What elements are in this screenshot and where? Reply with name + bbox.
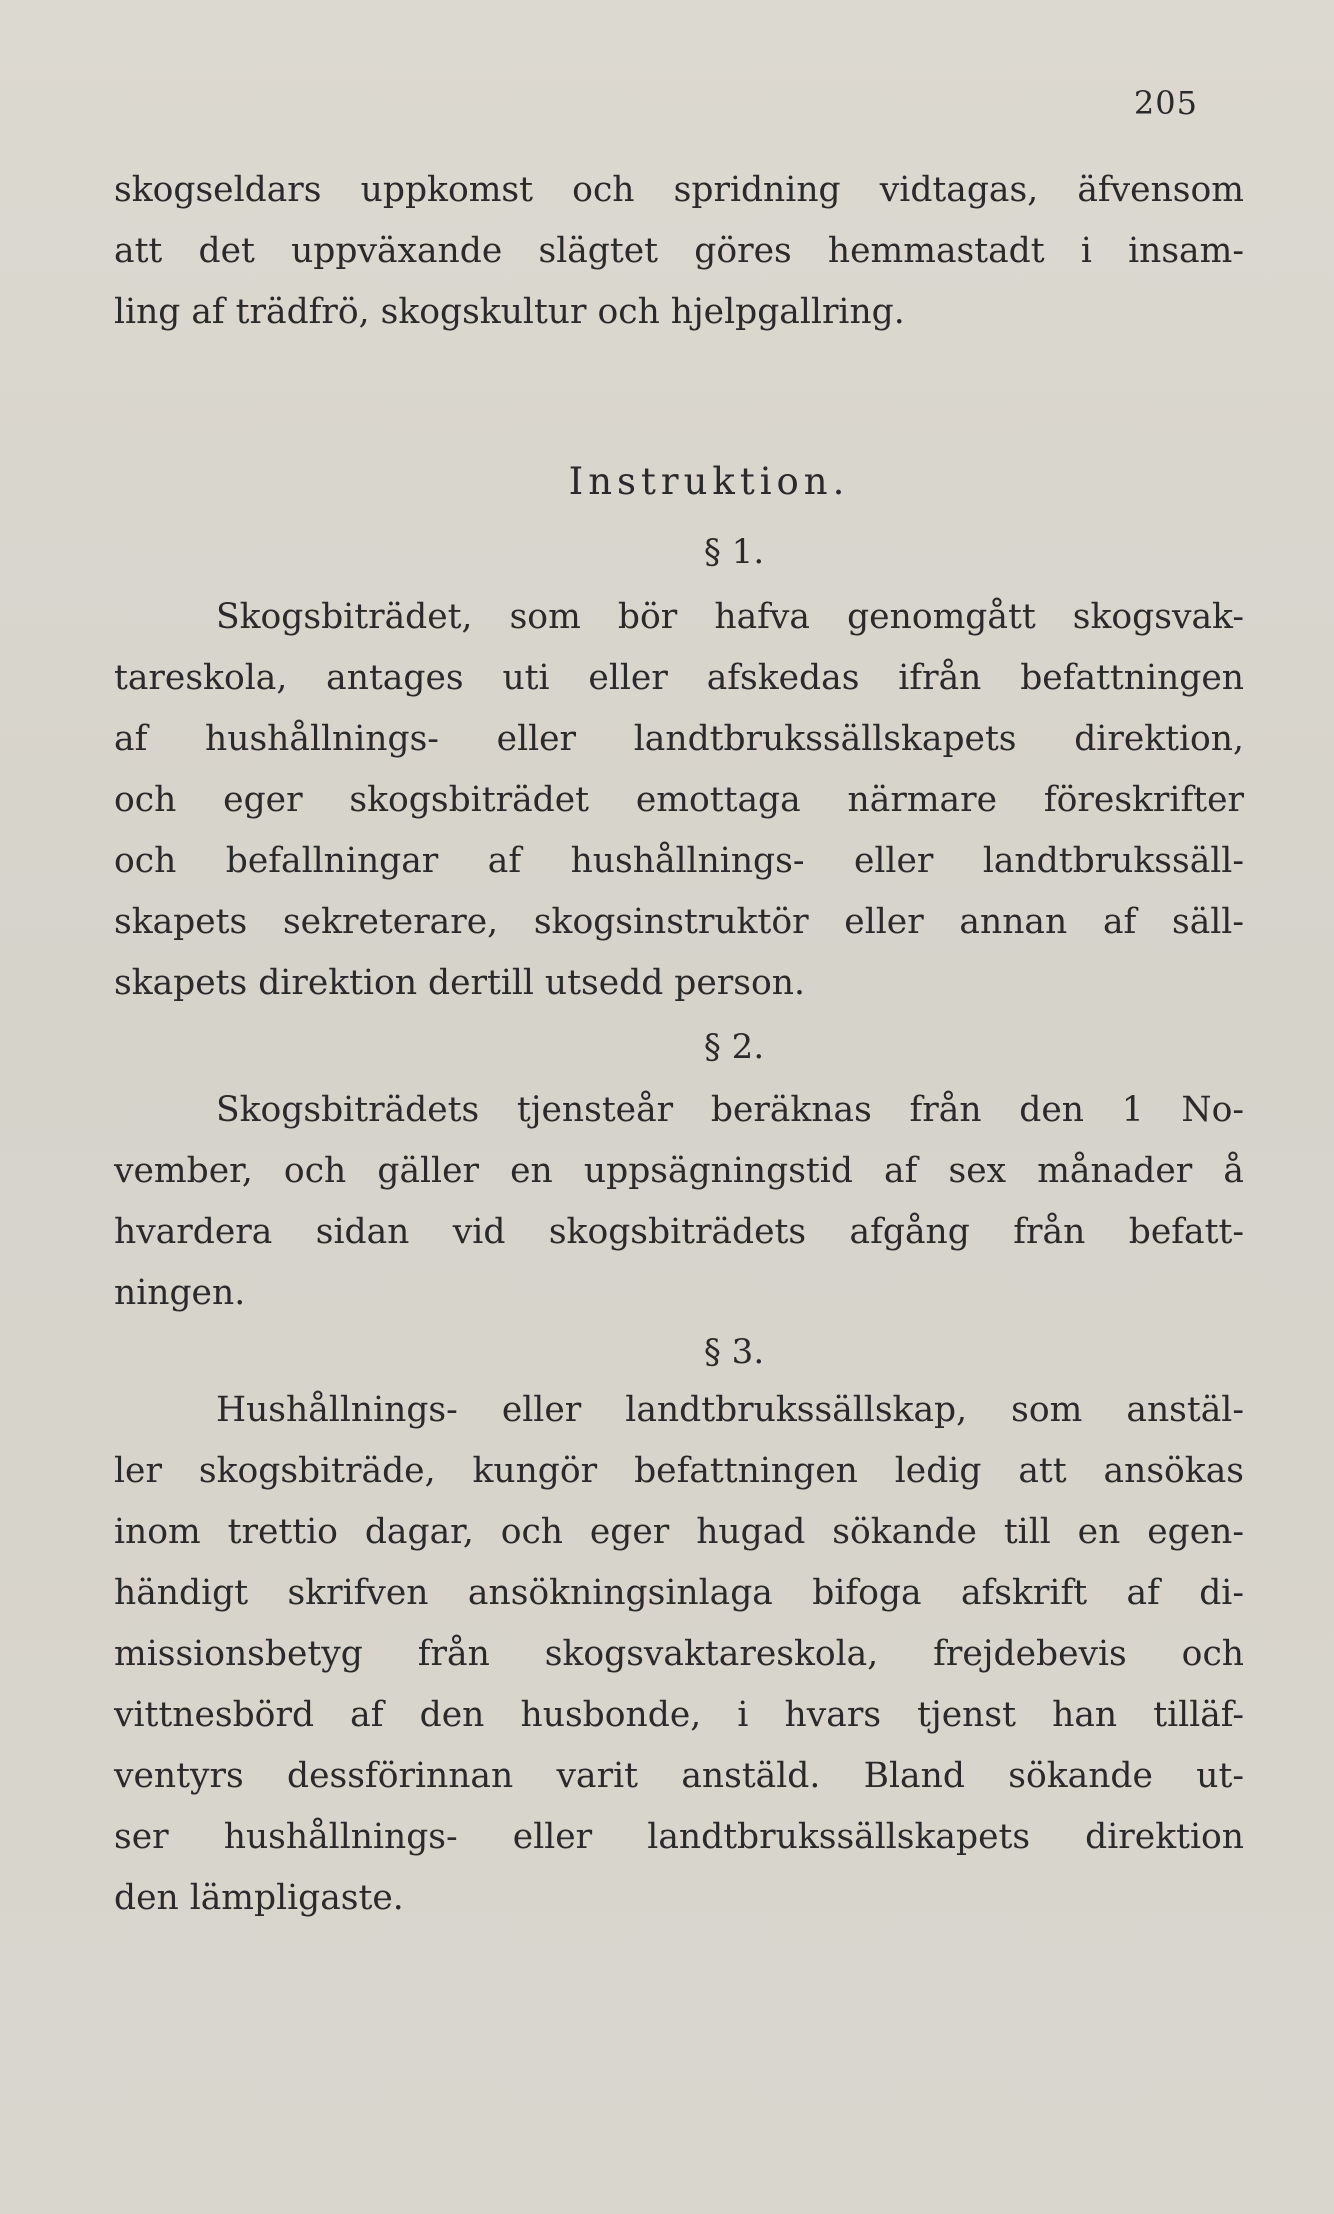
paragraph-3-line-8: ser hushållnings- eller landtbrukssällskapets direktion xyxy=(114,1817,1244,1857)
section-heading: Instruktion. xyxy=(568,460,850,503)
paragraph-3-line-1: Hushållnings- eller landtbrukssällskap, som anstäl- xyxy=(216,1390,1244,1430)
paragraph-3-line-9: den lämpligaste. xyxy=(114,1878,404,1918)
paragraph-3-line-4: händigt skrifven ansökningsinlaga bifoga afskrift af di- xyxy=(114,1573,1244,1613)
section-marker-2: § 2. xyxy=(703,1027,765,1067)
paragraph-1-line-1: Skogsbiträdet, som bör hafva genomgått skogsvak- xyxy=(216,597,1244,637)
paragraph-1-line-6: skapets sekreterare, skogsinstruktör eller annan af säll- xyxy=(114,902,1244,942)
paragraph-3-line-2: ler skogsbiträde, kungör befattningen ledig att ansökas xyxy=(114,1451,1244,1491)
paragraph-2-line-4: ningen. xyxy=(114,1273,246,1313)
spacer xyxy=(114,343,1244,447)
paragraph-3-line-3: inom trettio dagar, och eger hugad sökande till en egen- xyxy=(114,1512,1244,1552)
intro-line-2: att det uppväxande slägtet göres hemmastadt i insam- xyxy=(114,231,1244,271)
paragraph-3-line-7: ventyrs dessförinnan varit anstäld. Bland sökande ut- xyxy=(114,1756,1244,1796)
paragraph-1-line-2: tareskola, antages uti eller afskedas ifrån befattningen xyxy=(114,658,1244,698)
paragraph-1-line-7: skapets direktion dertill utsedd person. xyxy=(114,963,805,1003)
intro-line-3: ling af trädfrö, skogskultur och hjelpgallring. xyxy=(114,292,905,332)
paragraph-3-line-5: missionsbetyg från skogsvaktareskola, frejdebevis och xyxy=(114,1634,1244,1674)
paragraph-3-line-6: vittnesbörd af den husbonde, i hvars tjenst han tilläf- xyxy=(114,1695,1244,1735)
intro-line-1: skogseldars uppkomst och spridning vidtagas, äfvensom xyxy=(114,170,1244,210)
page-body xyxy=(114,160,1244,1929)
paragraph-1-line-4: och eger skogsbiträdet emottaga närmare föreskrifter xyxy=(114,780,1244,820)
paragraph-2-line-1: Skogsbiträdets tjensteår beräknas från den 1 No- xyxy=(216,1090,1244,1130)
paragraph-1-line-3: af hushållnings- eller landtbrukssällskapets direktion, xyxy=(114,719,1244,759)
paragraph-2-line-3: hvardera sidan vid skogsbiträdets afgång från befatt- xyxy=(114,1212,1244,1252)
section-marker-1: § 1. xyxy=(703,532,765,572)
page-number: 205 xyxy=(1133,84,1198,122)
section-marker-3: § 3. xyxy=(703,1332,765,1372)
paragraph-2-line-2: vember, och gäller en uppsägningstid af sex månader å xyxy=(114,1151,1244,1191)
paragraph-1-line-5: och befallningar af hushållnings- eller landtbrukssäll- xyxy=(114,841,1244,881)
